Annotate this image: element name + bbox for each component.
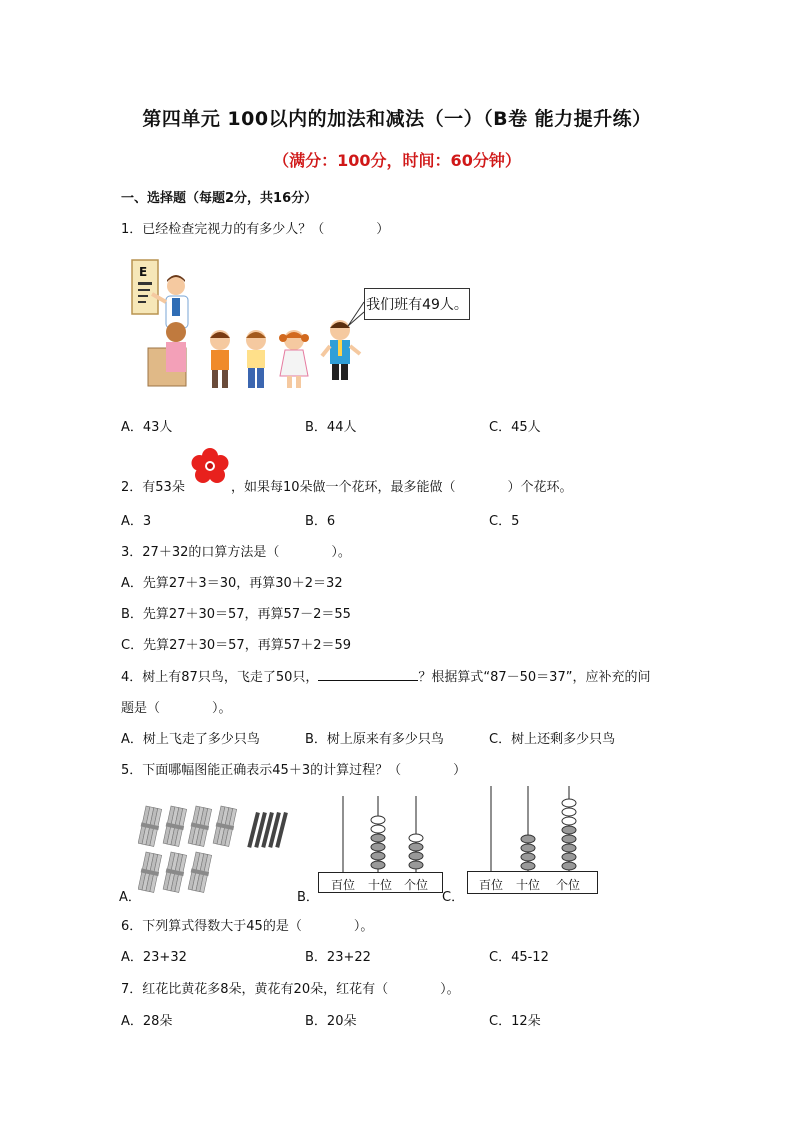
q5-option-c[interactable]: C． bbox=[442, 890, 465, 905]
q4-option-c[interactable]: C．树上还剩多少只鸟 bbox=[489, 732, 616, 747]
abacus-c-tens-label: 十位 bbox=[516, 878, 541, 892]
q2-option-b[interactable]: B．6 bbox=[305, 514, 336, 529]
question-7-text: 7．红花比黄花多8朵，黄花有20朵，红花有（ ）。 bbox=[121, 982, 460, 997]
abacus-b-hundreds-label: 百位 bbox=[331, 878, 356, 892]
q2-option-c[interactable]: C．5 bbox=[489, 514, 520, 529]
question-4-line2: 题是（ ）。 bbox=[121, 701, 232, 716]
q6-option-b[interactable]: B．23+22 bbox=[305, 950, 371, 965]
eye-test-illustration bbox=[128, 256, 373, 392]
q7-option-c[interactable]: C．12朵 bbox=[489, 1014, 541, 1029]
answer-blank[interactable] bbox=[318, 668, 418, 681]
question-4-text-b: ？根据算式“87－50＝37”，应补充的问 bbox=[418, 670, 651, 685]
flower-icon bbox=[190, 447, 230, 487]
q6-option-a[interactable]: A．23+32 bbox=[121, 950, 187, 965]
question-1-text: 1．已经检查完视力的有多少人？（ ） bbox=[121, 222, 390, 237]
q6-option-c[interactable]: C．45-12 bbox=[489, 950, 549, 965]
speech-bubble bbox=[364, 288, 470, 320]
q4-option-b[interactable]: B．树上原来有多少只鸟 bbox=[305, 732, 444, 747]
q2-option-a[interactable]: A．3 bbox=[121, 514, 152, 529]
q7-option-a[interactable]: A．28朵 bbox=[121, 1014, 173, 1029]
svg-text:E: E bbox=[139, 265, 148, 279]
question-5-text: 5．下面哪幅图能正确表示45＋3的计算过程？（ ） bbox=[121, 763, 467, 778]
question-2-prefix: 2．有53朵 bbox=[121, 480, 185, 495]
abacus-c-hundreds-label: 百位 bbox=[479, 878, 504, 892]
q1-option-a[interactable]: A．43人 bbox=[121, 420, 173, 435]
question-6-text: 6．下列算式得数大于45的是（ ）。 bbox=[121, 919, 374, 934]
q7-option-b[interactable]: B．20朵 bbox=[305, 1014, 357, 1029]
speech-bubble-text: 我们班有49人。 bbox=[366, 297, 468, 313]
page-subtitle: （满分：100分，时间：60分钟） bbox=[273, 151, 521, 170]
q1-option-b[interactable]: B．44人 bbox=[305, 420, 357, 435]
speech-bubble-tail bbox=[346, 300, 366, 330]
q3-option-a[interactable]: A．先算27＋3＝30，再算30＋2＝32 bbox=[121, 576, 343, 591]
q3-option-c[interactable]: C．先算27＋30＝57，再算57＋2＝59 bbox=[121, 638, 352, 653]
question-4-line1 bbox=[121, 666, 650, 685]
stick-bundles-image bbox=[138, 800, 298, 898]
question-2-suffix: ，如果每10朵做一个花环，最多能做（ ）个花环。 bbox=[231, 480, 573, 495]
abacus-b-tens-label: 十位 bbox=[368, 878, 393, 892]
abacus-b-ones-label: 个位 bbox=[404, 878, 429, 892]
page-title: 第四单元 100以内的加法和减法（一）（B卷 能力提升练） bbox=[142, 108, 652, 130]
q5-option-b[interactable]: B． bbox=[297, 890, 319, 905]
question-4-text-a: 4．树上有87只鸟，飞走了50只， bbox=[121, 670, 319, 685]
q3-option-b[interactable]: B．先算27＋30＝57，再算57－2＝55 bbox=[121, 607, 351, 622]
q5-option-a[interactable]: A． bbox=[119, 890, 141, 905]
section-heading: 一、选择题（每题2分，共16分） bbox=[121, 191, 318, 206]
abacus-c-ones-label: 个位 bbox=[556, 878, 581, 892]
q4-option-a[interactable]: A．树上飞走了多少只鸟 bbox=[121, 732, 260, 747]
question-3-text: 3．27＋32的口算方法是（ ）。 bbox=[121, 545, 351, 560]
q1-option-c[interactable]: C．45人 bbox=[489, 420, 541, 435]
